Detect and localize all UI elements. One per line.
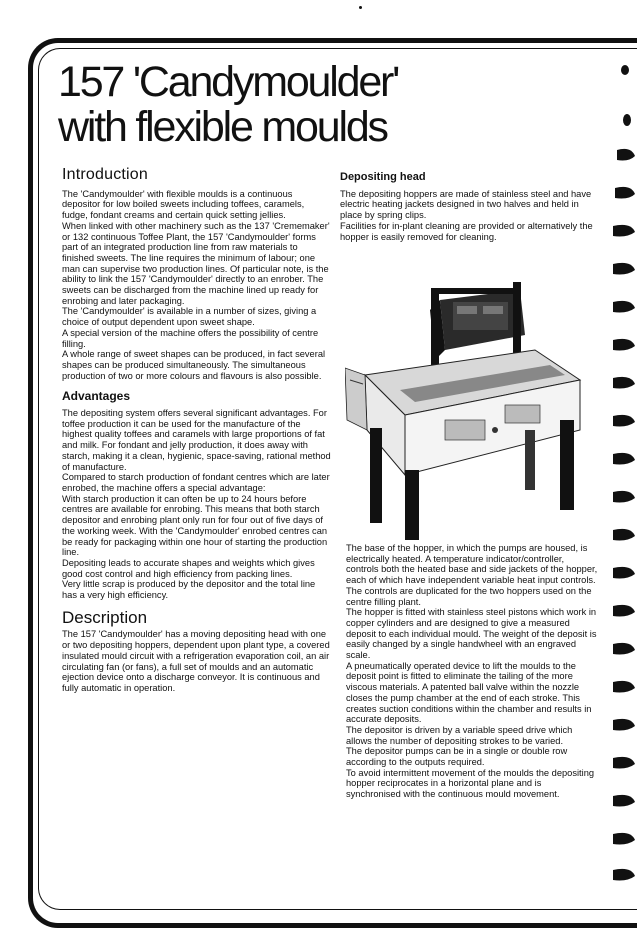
intro-paragraph: A special version of the machine offers the possibility of centre filling. xyxy=(62,327,319,349)
advantages-paragraph: Compared to starch production of fondant centres which are later enrobed, the machine offers a special advantage: xyxy=(62,472,330,493)
left-column xyxy=(62,166,332,694)
intro-paragraph: The 'Candymoulder' is available in a number of sizes, giving a choice of output dependent upon sweet shape. xyxy=(62,306,317,328)
title-line-2: with flexible moulds xyxy=(58,103,387,151)
advantages-paragraph: Depositing leads to accurate shapes and weights which gives good cost control and high efficiency from packing lines. xyxy=(62,557,315,579)
hopper-paragraph: The depositor is driven by a variable speed drive which allows the number of depositing strokes to be varied. xyxy=(346,724,573,746)
advantages-heading: Advantages xyxy=(62,389,131,404)
print-speck xyxy=(359,6,362,9)
depositing-head-paragraph: Facilities for in-plant cleaning are provided or alternatively the hopper is easily removed for cleaning. xyxy=(340,220,593,242)
hopper-paragraph: To avoid intermittent movement of the moulds the depositing hopper reciprocates in a horizontal plane and is synchronised with the continuous mould movement. xyxy=(346,767,595,800)
description-paragraph: The 157 'Candymoulder' has a moving depositing head with one or two depositing hoppers, dependent upon plant type, a covered insulated mould circuit with a refrigeration evaporation coil, an air circulating fan (or fans), a full set of moulds and an automatic ejection device onto a discharge conveyor. It is continuous and fully automatic in operation. xyxy=(62,629,330,693)
advantages-paragraph: Very little scrap is produced by the depositor and the total line has a very high efficiency. xyxy=(62,579,316,601)
page-title xyxy=(58,60,398,150)
depositing-head-heading: Depositing head xyxy=(340,171,426,183)
depositing-head-paragraph: The depositing hoppers are made of stainless steel and have electric heating jackets designed in two halves and held in place by spring clips. xyxy=(340,188,592,221)
hopper-paragraph: The base of the hopper, in which the pumps are housed, is electrically heated. A temperature indicator/controller, controls both the heated base and side jackets of the hopper, each of which have independent variable heat input controls. The controls are duplicated for the two hoppers used on the centre filling plant. xyxy=(346,543,598,607)
advantages-paragraph: The depositing system offers several significant advantages. For toffee production it can be used for the manufacture of the highest quality toffees and caramels with large proportions of fat and milk. For fondant and jelly production, it does away with starch, making it a clean, hygienic, space-saving, rational method of manufacture. xyxy=(62,408,331,472)
spiral-binding xyxy=(597,40,637,900)
description-heading: Description xyxy=(62,607,148,627)
hopper-paragraph: The hopper is fitted with stainless steel pistons which work in copper cylinders and are designed to give a measured deposit to each individual mould. The weight of the deposit is easily changed by a single handwheel with an engraved scale. xyxy=(346,607,597,661)
intro-paragraph: A whole range of sweet shapes can be produced, in fact several shapes can be produced simultaneously. The simultaneous production of two or more colours and flavours is also possible. xyxy=(62,349,326,381)
depositing-head-section xyxy=(340,172,595,242)
advantages-paragraph: With starch production it can often be up to 24 hours before centres are available for enrobing. This means that both starch depositor and enrobing plant only run for four out of five days of the working week. With the 'Candymoulder' enrobed centres can be ready for packaging within one hour of starting the production line. xyxy=(62,493,328,558)
title-line-1: 157 'Candymoulder' xyxy=(58,58,399,106)
hopper-paragraph: A pneumatically operated device to lift the moulds to the deposit point is fitted to eliminate the tailing of the more viscous materials. A patented ball valve within the nozzle closes the pump chamber at the end of each stroke. This creates suction conditions within the chamber and results in accurate deposits. xyxy=(346,660,592,725)
hopper-paragraph: The depositor pumps can be in a single or double row according to the outputs required. xyxy=(346,746,568,768)
intro-paragraph: When linked with other machinery such as the 137 'Crememaker' or 132 continuous Toffee Plant, the 157 'Candymoulder' forms part of an integrated production line from raw materials to finished sweets. The line requires the minimum of labour; one man can supervise two production lines. Of particular note, is the ability to link the 157 'Candymoulder' directly to an enrober. The sweets can be discharged from the machine lined up ready for enrobing and later packaging. xyxy=(62,220,330,306)
hopper-details-section xyxy=(346,543,598,800)
intro-paragraph: The 'Candymoulder' with flexible moulds is a continuous depositor for low boiled sweets including toffees, caramels, fudge, fondant creams and certain quick setting jellies. xyxy=(62,188,305,221)
machine-photo xyxy=(345,280,590,545)
introduction-heading: Introduction xyxy=(62,166,149,183)
